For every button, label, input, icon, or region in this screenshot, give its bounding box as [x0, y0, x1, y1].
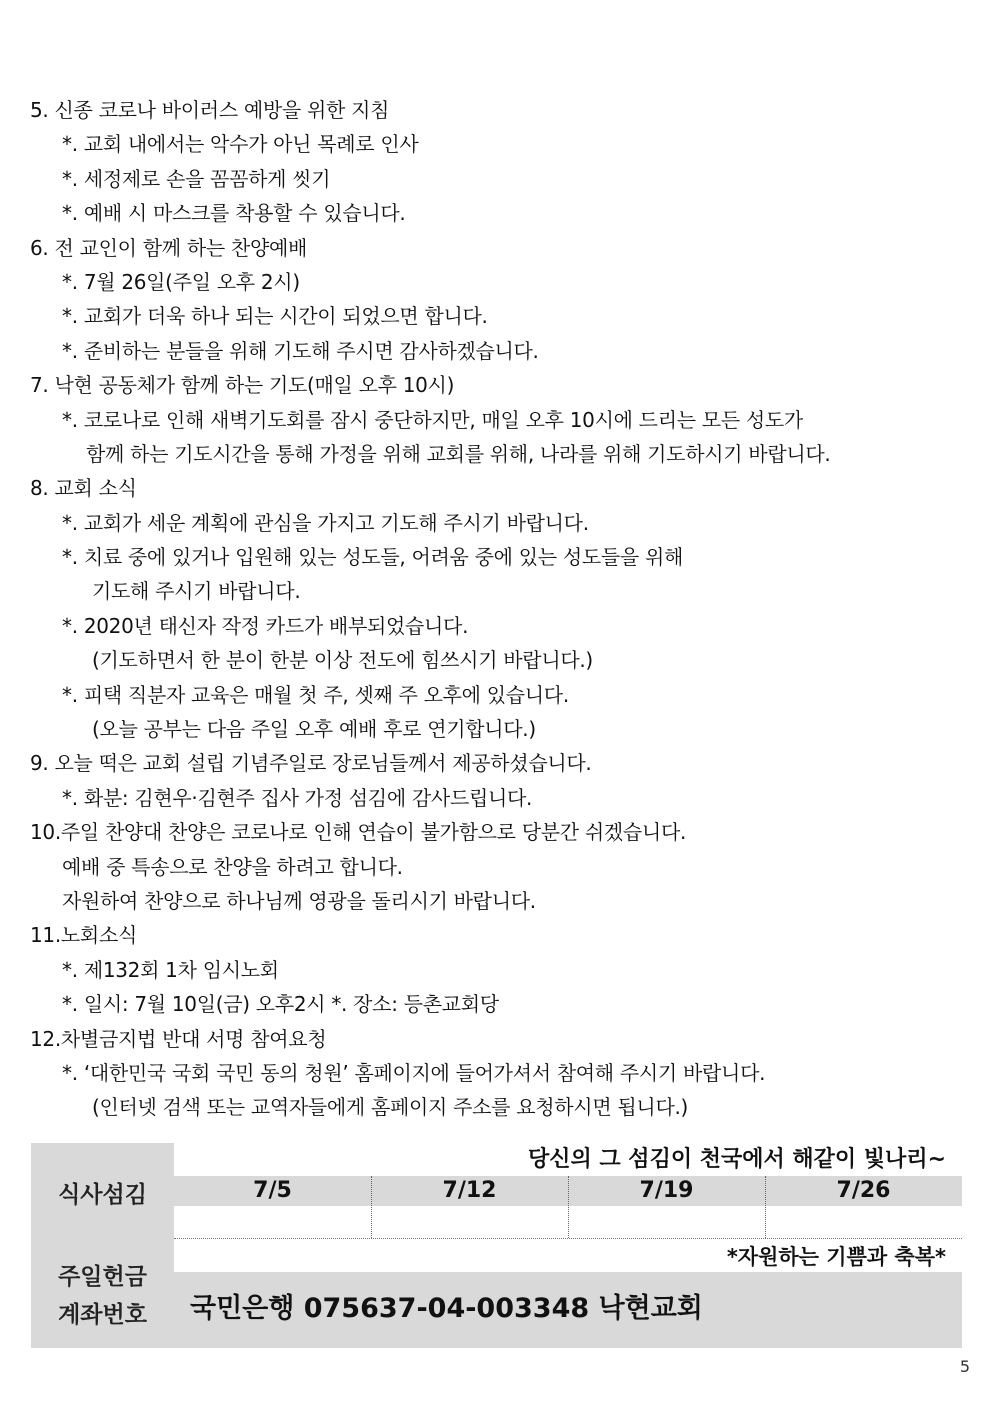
announcement-item: *. ‘대한민국 국회 국민 동의 청원’ 홈페이지에 들어가셔서 참여해 주시기 바랍니다. [62, 1060, 766, 1085]
announcement-item: *. 준비하는 분들을 위해 기도해 주시면 감사하겠습니다. [62, 338, 539, 363]
column-divider [765, 1176, 766, 1238]
section-heading: 9. 오늘 떡은 교회 설립 기념주일로 장로님들께서 제공하셨습니다. [30, 751, 592, 776]
section-heading: 7. 낙현 공동체가 함께 하는 기도(매일 오후 10시) [30, 373, 455, 398]
service-offering-box [31, 1143, 962, 1348]
date-cell: 7/12 [442, 1178, 497, 1203]
announcement-item: 자원하여 찬양으로 하나님께 영광을 돌리시기 바랍니다. [62, 888, 536, 913]
service-motto: 당신의 그 섬김이 천국에서 해같이 빛나리~ [174, 1143, 962, 1176]
announcement-item: *. 피택 직분자 교육은 매월 첫 주, 셋째 주 오후에 있습니다. [62, 682, 569, 707]
section-heading: 8. 교회 소식 [30, 476, 137, 501]
date-cell: 7/19 [639, 1178, 694, 1203]
announcement-item: *. 코로나로 인해 새벽기도회를 잠시 중단하지만, 매일 오후 10시에 드리는 모든 성도가 [62, 407, 803, 432]
announcements [0, 93, 992, 1125]
section-heading: 6. 전 교인이 함께 하는 찬양예배 [30, 235, 308, 260]
section-heading: 5. 신종 코로나 바이러스 예방을 위한 지침 [30, 98, 390, 122]
section-heading: 10.주일 찬양대 찬양은 코로나로 인해 연습이 불가함으로 당분간 쉬겠습니다. [30, 820, 687, 845]
label-column [31, 1143, 174, 1348]
bank-account: 국민은행 075637-04-003348 낙현교회 [190, 1293, 703, 1324]
account-label: 계좌번호 [58, 1302, 147, 1328]
announcement-item: (오늘 공부는 다음 주일 오후 예배 후로 연기합니다.) [92, 717, 536, 742]
announcement-item: *. 교회가 더욱 하나 되는 시간이 되었으면 합니다. [62, 304, 488, 329]
column-divider [568, 1176, 569, 1238]
announcement-item: 기도해 주시기 바랍니다. [92, 579, 301, 604]
announcement-item: *. 치료 중에 있거나 입원해 있는 성도들, 어려움 중에 있는 성도들을 위해 [62, 545, 684, 570]
section-heading: 12.차별금지법 반대 서명 참여요청 [30, 1026, 327, 1051]
announcement-item: *. 화분: 김현우·김현주 집사 가정 섬김에 감사드립니다. [62, 785, 533, 810]
announcement-item: *. 교회 내에서는 악수가 아닌 목례로 인사 [62, 132, 419, 157]
date-cell: 7/5 [253, 1178, 292, 1203]
date-cell: 7/26 [836, 1178, 891, 1203]
announcement-item: 함께 하는 기도시간을 통해 가정을 위해 교회를 위해, 나라를 위해 기도하시기 바랍니다. [86, 441, 831, 466]
column-divider [371, 1176, 372, 1238]
announcement-item: (기도하면서 한 분이 한분 이상 전도에 힘쓰시기 바랍니다.) [92, 648, 593, 673]
section-heading: 11.노회소식 [30, 923, 137, 948]
announcement-item: *. 7월 26일(주일 오후 2시) [62, 269, 300, 294]
announcement-item: *. 교회가 세운 계획에 관심을 가지고 기도해 주시기 바랍니다. [62, 510, 589, 535]
announcement-item: *. 제132회 1차 임시노회 [62, 957, 279, 982]
announcement-item: *. 세정제로 손을 꼼꼼하게 씻기 [62, 166, 331, 191]
announcement-item: *. 일시: 7월 10일(금) 오후2시 *. 장소: 등촌교회당 [62, 992, 499, 1017]
offering-label: 주일헌금 [58, 1264, 147, 1290]
announcement-item: *. 2020년 태신자 작정 카드가 배부되었습니다. [62, 613, 469, 638]
announcement-item: 예배 중 특송으로 찬양을 하려고 합니다. [62, 854, 403, 879]
meal-service-label: 식사섬김 [58, 1182, 147, 1208]
offering-note: *자원하는 기쁨과 축복* [174, 1239, 962, 1272]
account-area [174, 1272, 962, 1348]
announcement-item: (인터넷 검색 또는 교역자들에게 홈페이지 주소를 요청하시면 됩니다.) [92, 1095, 689, 1120]
page-number: 5 [959, 1357, 970, 1376]
announcement-item: *. 예배 시 마스크를 착용할 수 있습니다. [62, 201, 406, 226]
